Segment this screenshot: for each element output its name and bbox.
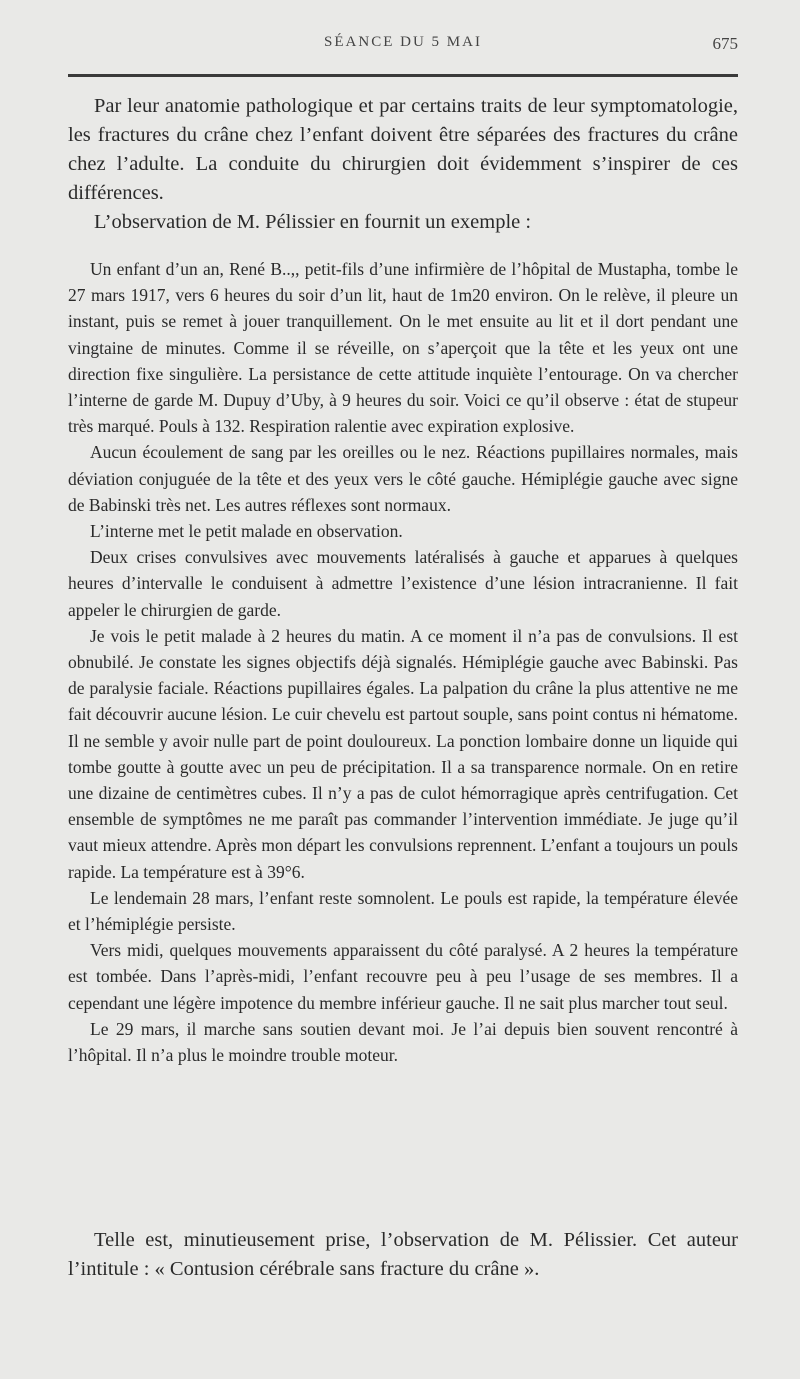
observation-paragraph: Le lendemain 28 mars, l’enfant reste somnolent. Le pouls est rapide, la température élevée et l’hémiplégie persiste.	[68, 887, 738, 935]
intro-paragraph	[68, 92, 738, 237]
intro-text: L’observation de M. Pélissier en fournit un exemple :	[94, 211, 532, 233]
observation-paragraph: Deux crises convulsives avec mouvements latéralisés à gauche et apparues à quelques heures d’intervalle le conduisent à admettre l’existence d’une lésion intracranienne. Il fait appeler le chirurgien de garde.	[68, 547, 738, 620]
observation-paragraph: Le 29 mars, il marche sans soutien devant moi. Je l’ai depuis bien souvent rencontré à l’hôpital. Il n’a plus le moindre trouble moteur.	[68, 1018, 738, 1066]
page-number: 675	[712, 34, 738, 53]
observation-block	[68, 256, 738, 1068]
intro-text: Par leur anatomie pathologique et par certains traits de leur symptomatologie, les fractures du crâne chez l’enfant doivent être séparées des fractures du crâne chez l’adulte. La conduite du chirurgien doit évidemment s’inspirer de ces différences.	[68, 95, 738, 204]
observation-paragraph: Un enfant d’un an, René B..,, petit-fils d’une infirmière de l’hôpital de Mustapha, tombe le 27 mars 1917, vers 6 heures du soir d’un lit, haut de 1m20 environ. On le relève, il pleure un instant, puis se remet à jouer tranquillement. On le met ensuite au lit et il dort pendant une vingtaine de minutes. Comme il se réveille, on s’aperçoit que la tête et les yeux ont une direction fixe singulière. La persistance de cette attitude inquiète l’entourage. On va chercher l’interne de garde M. Dupuy d’Uby, à 9 heures du soir. Voici ce qu’il observe : état de stupeur très marqué. Pouls à 132. Respiration ralentie avec expiration explosive.	[68, 259, 738, 437]
observation-paragraph: Aucun écoulement de sang par les oreilles ou le nez. Réactions pupillaires normales, mais déviation conjuguée de la tête et des yeux vers le côté gauche. Hémiplégie gauche avec signe de Babinski très net. Les autres réflexes sont normaux.	[68, 442, 738, 515]
page-header	[68, 34, 738, 58]
closing-text: Telle est, minutieusement prise, l’observation de M. Pélissier. Cet auteur l’intitule : « Contusion cérébrale sans fracture du crâne ».	[68, 1229, 738, 1280]
observation-paragraph: Vers midi, quelques mouvements apparaissent du côté paralysé. A 2 heures la température est tombée. Dans l’après-midi, l’enfant recouvre peu à peu l’usage de ses membres. Il a cependant une légère impotence du membre inférieur gauche. Il ne sait plus marcher tout seul.	[68, 940, 738, 1013]
running-title: SÉANCE DU 5 MAI	[324, 34, 482, 50]
observation-paragraph: L’interne met le petit malade en observation.	[90, 521, 403, 542]
closing-paragraph	[68, 1226, 738, 1284]
header-rule	[68, 74, 738, 77]
observation-paragraph: Je vois le petit malade à 2 heures du matin. A ce moment il n’a pas de convulsions. Il est obnubilé. Je constate les signes objectifs déjà signalés. Hémiplégie gauche avec Babinski. Pas de paralysie faciale. Réactions pupillaires égales. La palpation du crâne la plus attentive ne me fait découvrir aucune lésion. Le cuir chevelu est partout souple, sans point contus ni hématome. Il ne semble y avoir nulle part de point douloureux. La ponction lombaire donne un liquide qui tombe goutte à goutte avec un peu de précipitation. Il a sa transparence normale. On en retire une dizaine de centimètres cubes. Il n’y a pas de culot hémorragique après centrifugation. Cet ensemble de symptômes ne me paraît pas commander l’intervention immédiate. Je juge qu’il vaut mieux attendre. Après mon départ les convulsions reprennent. L’enfant a toujours un pouls rapide. La température est à 39°6.	[68, 625, 738, 882]
